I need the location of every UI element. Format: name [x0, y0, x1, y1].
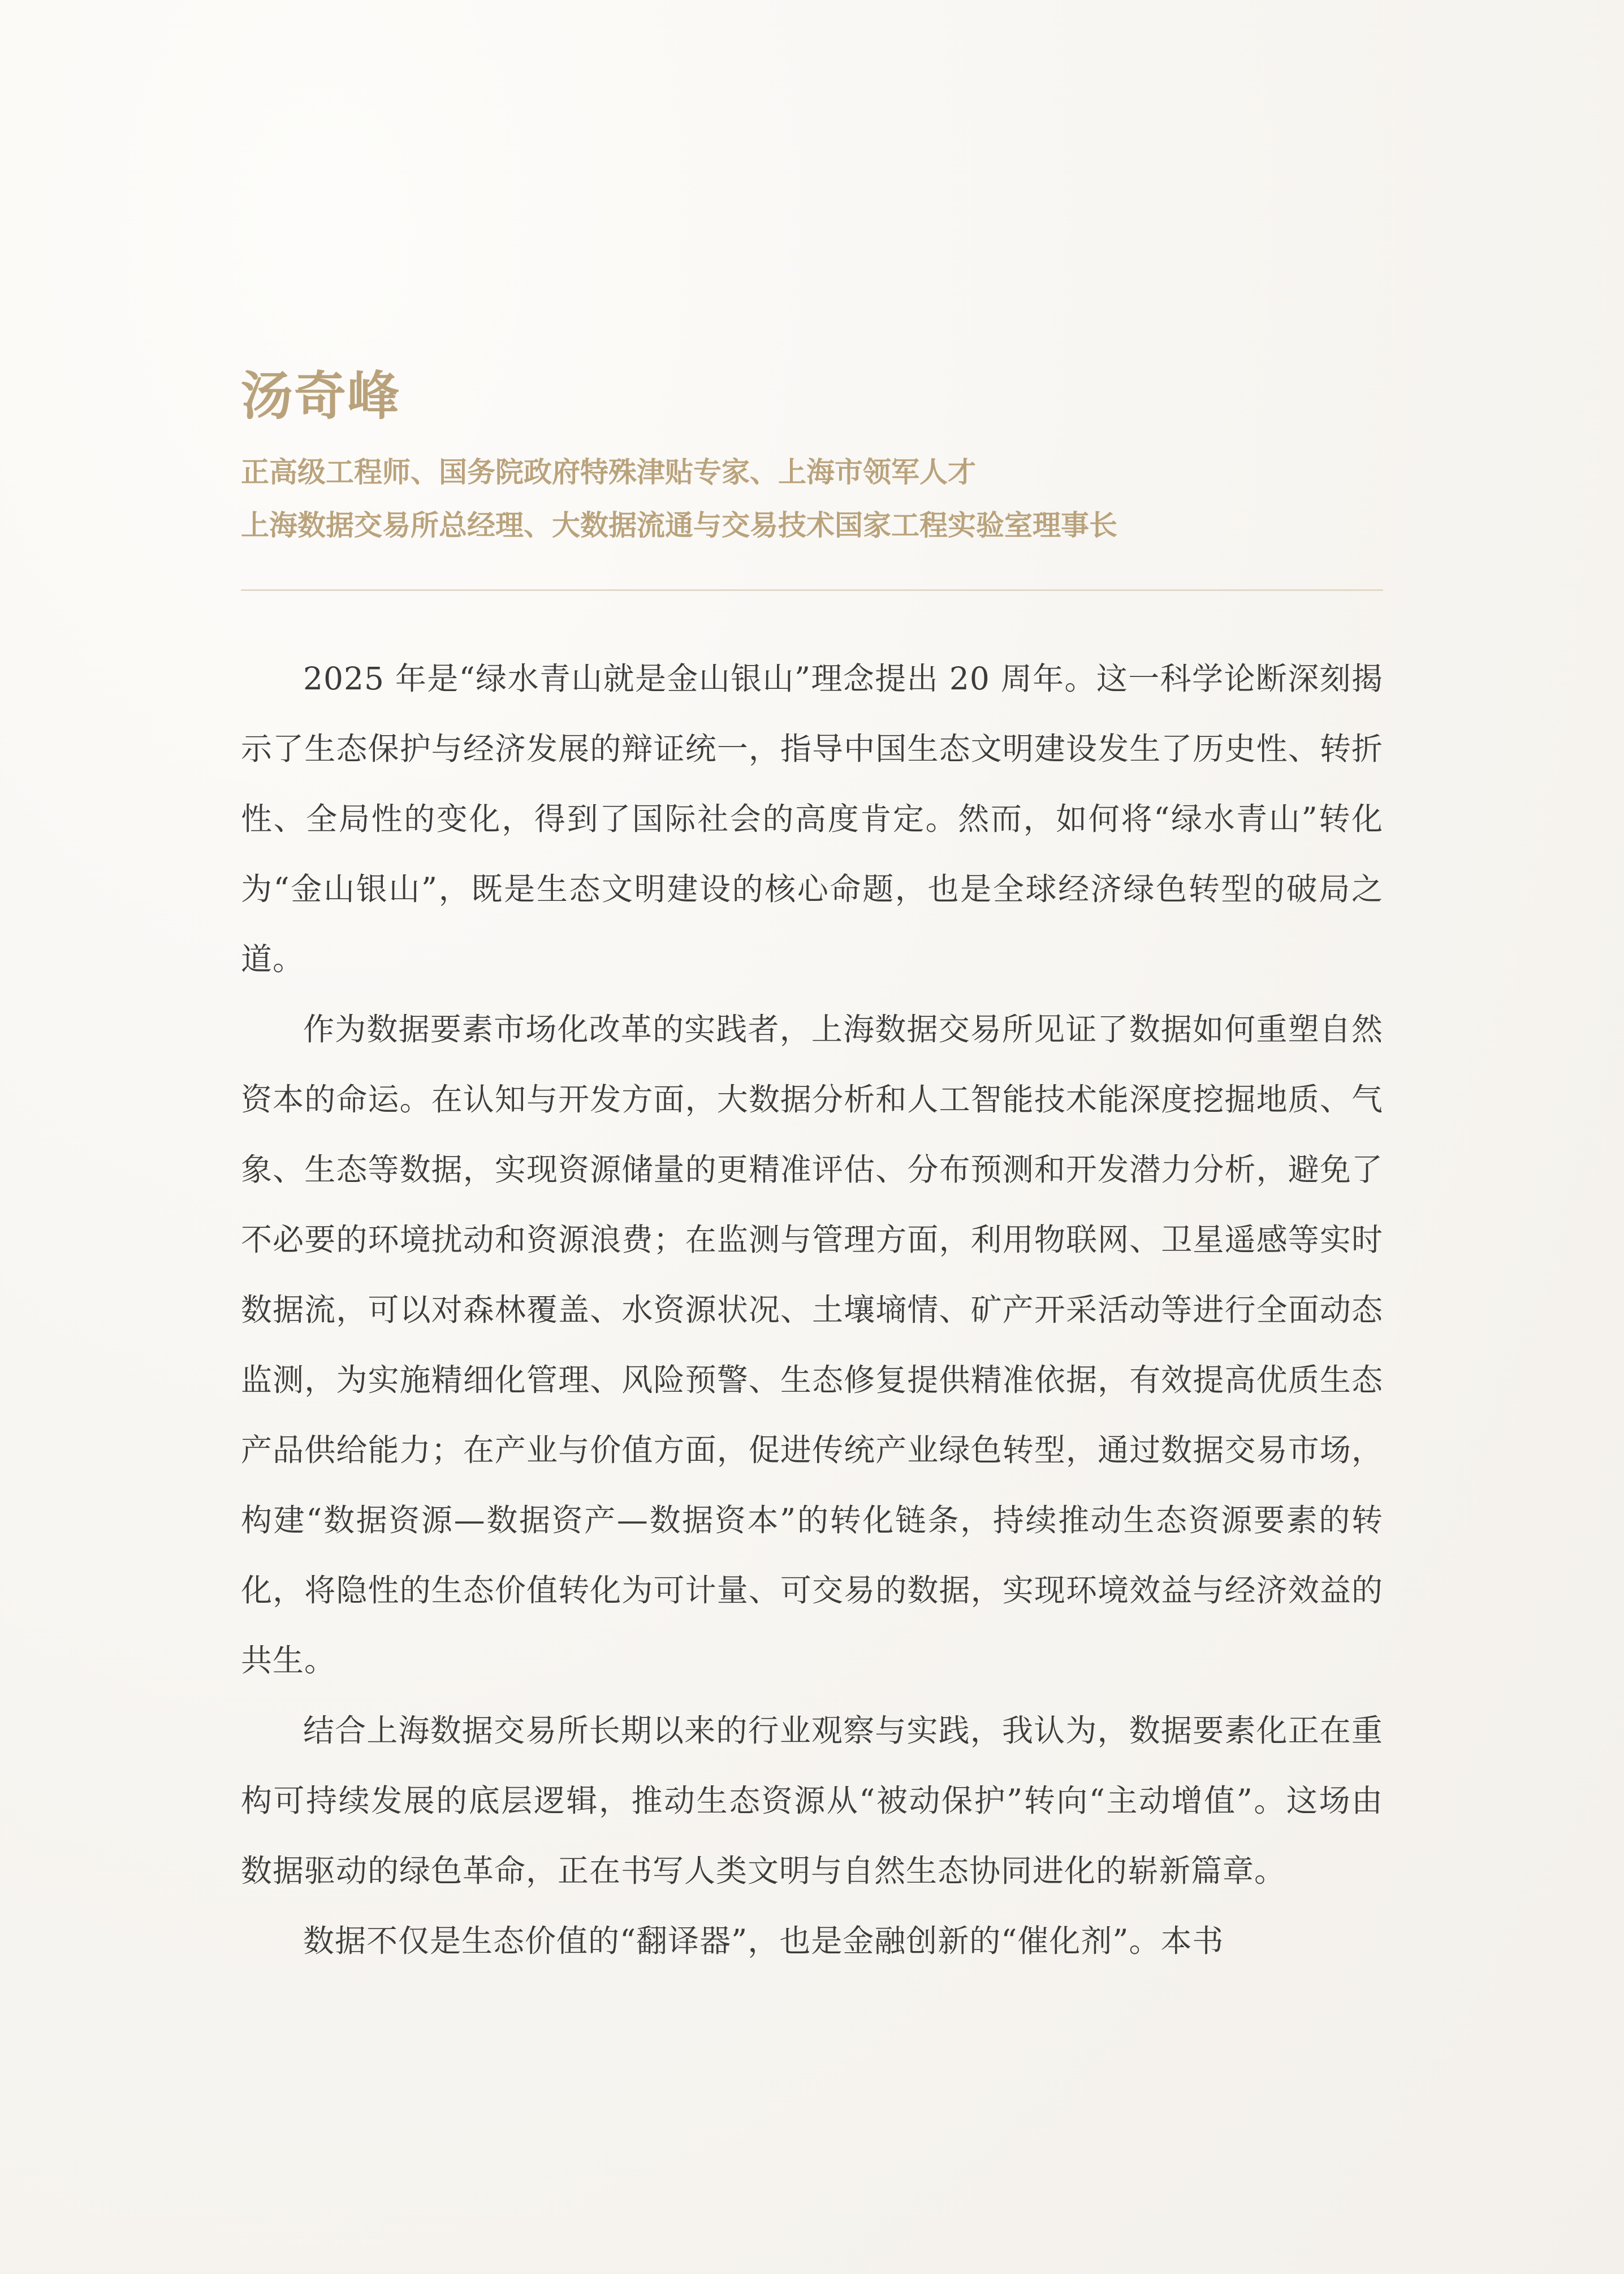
author-title-line-2: 上海数据交易所总经理、大数据流通与交易技术国家工程实验室理事长 — [241, 508, 1117, 542]
header-divider — [241, 589, 1383, 591]
paragraph: 数据不仅是生态价值的“翻译器”，也是金融创新的“催化剂”。本书 — [303, 1923, 1224, 1959]
paragraph: 结合上海数据交易所长期以来的行业观察与实践，我认为，数据要素化正在重构可持续发展的底层逻辑，推动生态资源从“被动保护”转向“主动增值”。这场由数据驱动的绿色革命，正在书写人类文明与自然生态协同进化的崭新篇章。 — [241, 1712, 1383, 1889]
author-header — [241, 356, 1383, 552]
author-name: 汤奇峰 — [241, 365, 401, 426]
paragraph: 作为数据要素市场化改革的实践者，上海数据交易所见证了数据如何重塑自然资本的命运。在认知与开发方面，大数据分析和人工智能技术能深度挖掘地质、气象、生态等数据，实现资源储量的更精准评估、分布预测和开发潜力分析，避免了不必要的环境扰动和资源浪费；在监测与管理方面，利用物联网、卫星遥感等实时数据流，可以对森林覆盖、水资源状况、土壤墒情、矿产开采活动等进行全面动态监测，为实施精细化管理、风险预警、生态修复提供精准依据，有效提高优质生态产品供给能力；在产业与价值方面，促进传统产业绿色转型，通过数据交易市场，构建“数据资源—数据资产—数据资本”的转化链条，持续推动生态资源要素的转化，将隐性的生态价值转化为可计量、可交易的数据，实现环境效益与经济效益的共生。 — [241, 1011, 1383, 1678]
author-title-line-1: 正高级工程师、国务院政府特殊津贴专家、上海市领军人才 — [241, 455, 976, 489]
paragraph: 2025 年是“绿水青山就是金山银山”理念提出 20 周年。这一科学论断深刻揭示了生态保护与经济发展的辩证统一，指导中国生态文明建设发生了历史性、转折性、全局性的变化，得到了国际社会的高度肯定。然而，如何将“绿水青山”转化为“金山银山”，既是生态文明建设的核心命题，也是全球经济绿色转型的破局之道。 — [241, 661, 1383, 977]
foreword-body — [241, 644, 1383, 1976]
